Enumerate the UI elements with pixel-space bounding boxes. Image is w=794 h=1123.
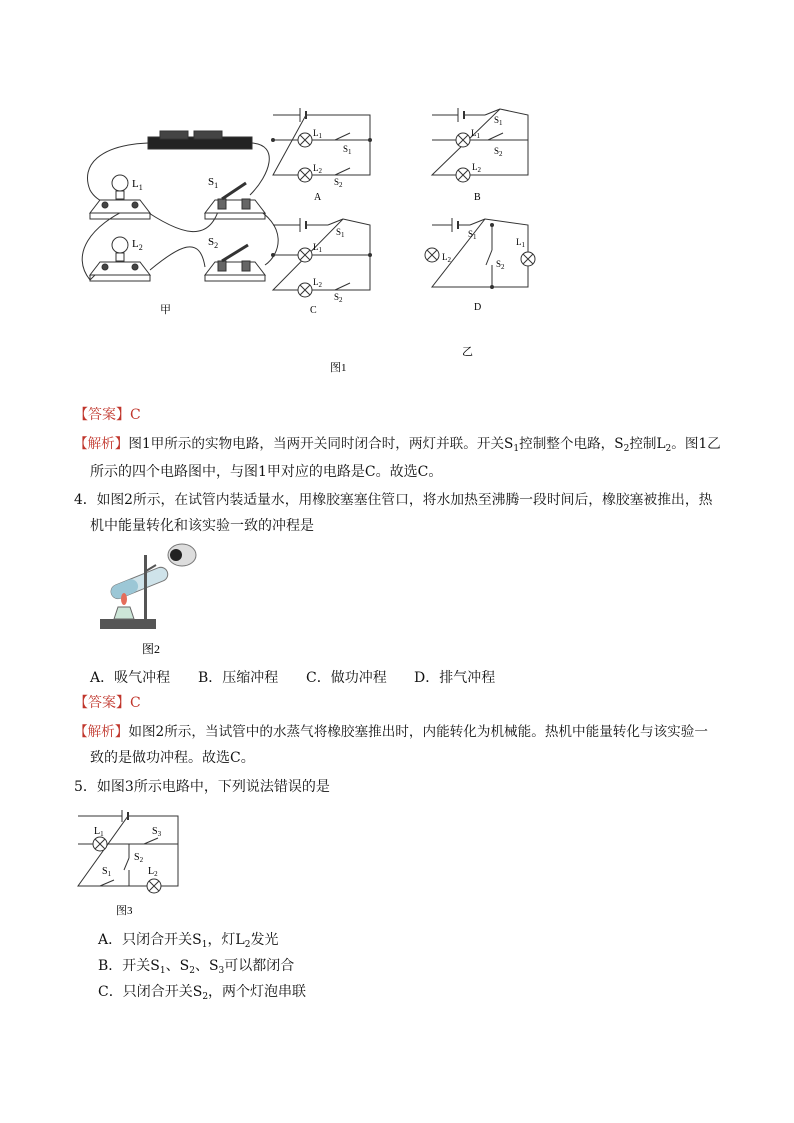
analysis-3-line-2: 所示的四个电路图中，与图1甲对应的电路是C。故选C。 — [90, 464, 443, 480]
answer-value: C — [130, 407, 141, 423]
D-L1: $L_1$ — [516, 237, 525, 249]
A-S2: $S_2$ — [334, 177, 343, 189]
figure-2-drawing — [92, 535, 212, 665]
C-L2: $L_2$ — [313, 277, 322, 289]
figure-1-drawing — [60, 95, 540, 385]
answer-tag: 【答案】 — [74, 407, 130, 423]
q5-option-a[interactable]: A．只闭合开关$S_1$，灯$L_2$发光 — [98, 932, 279, 950]
question-5-line-1: 5．如图3所示电路中，下列说法错误的是 — [74, 779, 330, 795]
C-L1: $L_1$ — [313, 242, 322, 254]
figure-3-caption: 图3 — [116, 905, 133, 917]
circuit-D-label: D — [474, 302, 482, 313]
D-L2: $L_2$ — [442, 252, 451, 264]
A-L1: $L_1$ — [313, 128, 322, 140]
jia-label-L1: $L_1$ — [132, 178, 143, 192]
jia-label-S1: $S_1$ — [208, 176, 219, 190]
A-S1: $S_1$ — [343, 144, 352, 156]
jia-label: 甲 — [160, 304, 171, 316]
analysis-4-line-2: 致的是做功冲程。故选C。 — [90, 750, 255, 766]
q4-option-d[interactable]: D．排气冲程 — [414, 670, 496, 686]
figure-3 — [74, 808, 194, 923]
B-S2: $S_2$ — [494, 146, 503, 158]
analysis-4-line-1: 【解析】如图2所示，当试管中的水蒸气将橡胶塞推出时，内能转化为机械能。热机中能量转化与该实验一 — [74, 724, 708, 740]
fig3-S3: $S_3$ — [152, 826, 162, 838]
analysis-3-line-1: 【解析】图1甲所示的实物电路，当两开关同时闭合时，两灯并联。开关$S_1$控制整个电路，$S_2$控制$L_2$。图1乙 — [74, 436, 721, 454]
circuit-A-label: A — [314, 192, 322, 203]
A-L2: $L_2$ — [313, 163, 322, 175]
question-4-line-2: 机中能量转化和该实验一致的冲程是 — [90, 518, 314, 534]
D-S2: $S_2$ — [496, 259, 505, 271]
B-L1: $L_1$ — [471, 128, 480, 140]
C-S2: $S_2$ — [334, 292, 343, 304]
figure-1-caption: 图1 — [330, 362, 347, 374]
answer-tag: 【答案】 — [74, 695, 130, 711]
fig3-S2: $S_2$ — [134, 852, 144, 864]
fig3-L2: $L_2$ — [148, 866, 158, 878]
figure-3-drawing — [74, 808, 194, 923]
B-S1: $S_1$ — [494, 115, 503, 127]
fig3-L1: $L_1$ — [94, 826, 104, 838]
figure-1 — [60, 95, 540, 385]
circuit-B-label: B — [474, 192, 481, 203]
question-4-line-1: 4．如图2所示，在试管内装适量水，用橡胶塞塞住管口，将水加热至沸腾一段时间后，橡胶塞被推出，热 — [74, 492, 713, 508]
D-S1: $S_1$ — [468, 229, 477, 241]
q5-option-b[interactable]: B．开关$S_1$、$S_2$、$S_3$可以都闭合 — [98, 958, 295, 976]
jia-label-L2: $L_2$ — [132, 238, 143, 252]
q5-option-c[interactable]: C．只闭合开关$S_2$，两个灯泡串联 — [98, 984, 307, 1002]
answer-value: C — [130, 695, 141, 711]
q4-options — [90, 667, 610, 687]
B-L2: $L_2$ — [472, 162, 481, 174]
figure-2 — [92, 535, 212, 665]
physical-circuit — [82, 131, 278, 281]
yi-label: 乙 — [462, 346, 473, 358]
circuit-C-label: C — [310, 305, 317, 316]
fig3-S1: $S_1$ — [102, 866, 112, 878]
C-S1: $S_1$ — [336, 227, 345, 239]
q4-option-c[interactable]: C．做功冲程 — [306, 670, 387, 686]
figure-2-caption: 图2 — [142, 642, 161, 656]
q4-option-a[interactable]: A．吸气冲程 — [90, 670, 171, 686]
jia-label-S2: $S_2$ — [208, 236, 219, 250]
q4-option-b[interactable]: B．压缩冲程 — [198, 670, 279, 686]
